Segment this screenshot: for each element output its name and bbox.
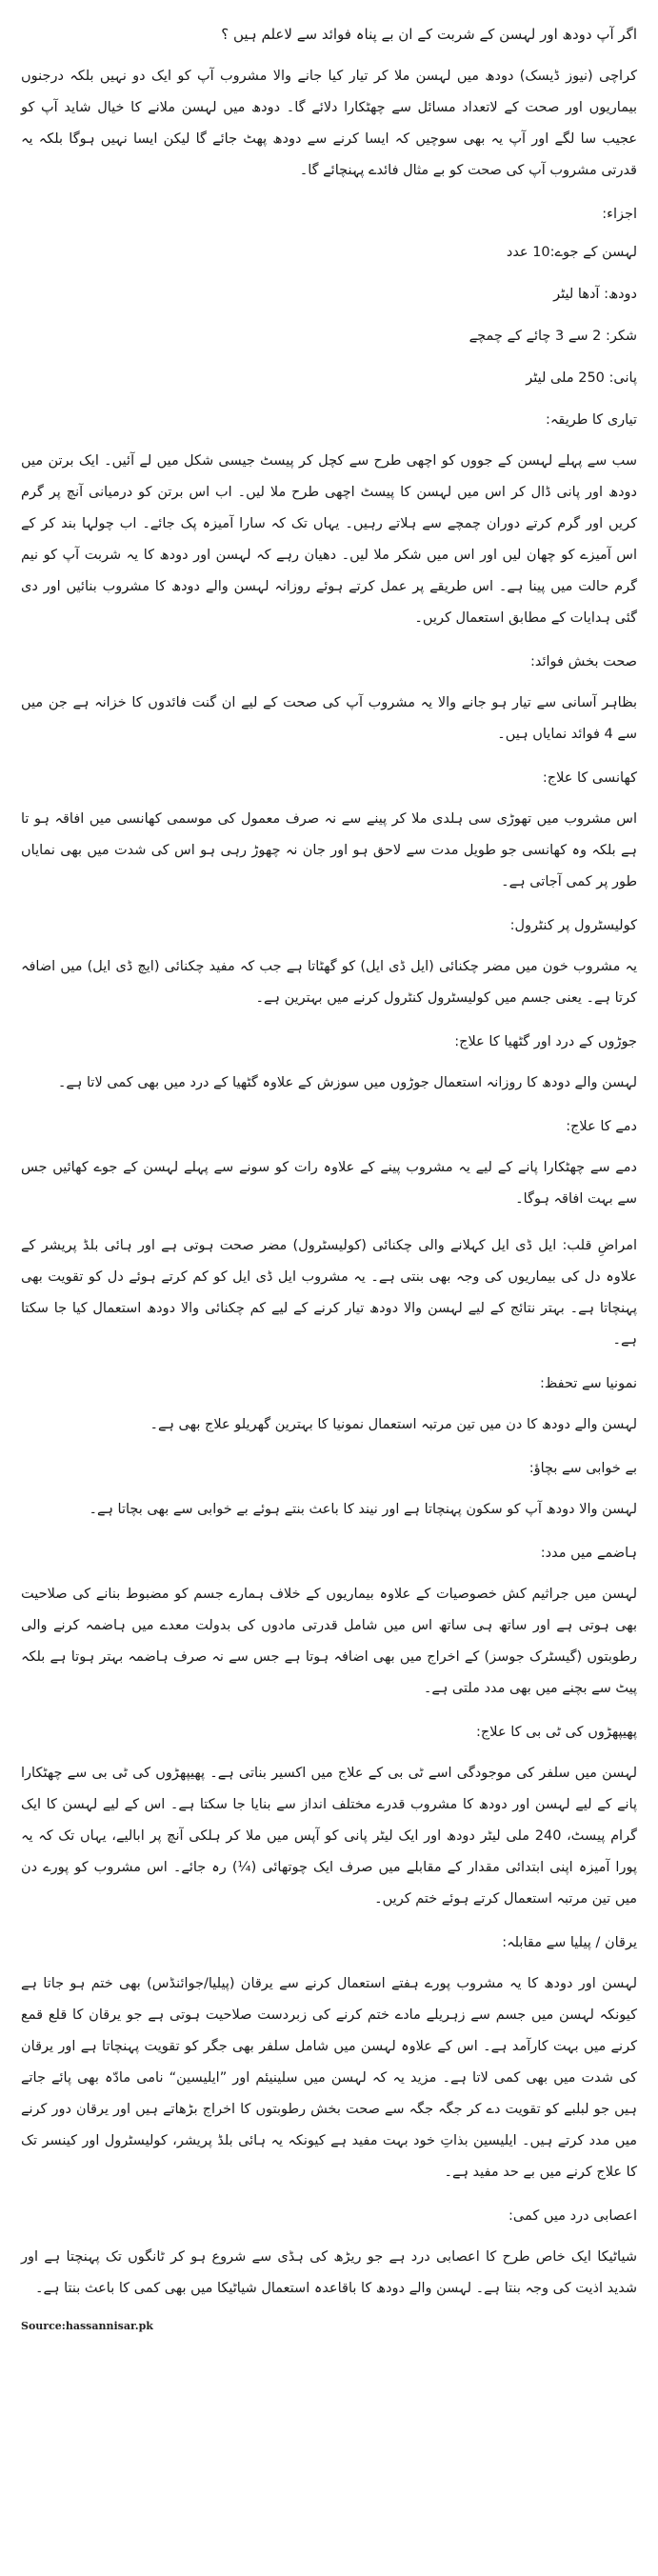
section-text-heart: امراضِ قلب: ایل ڈی ایل کہلانے والی چکنائی (کولیسٹرول) مضر صحت ہوتی ہے اور ہائی بلڈ پریشر کے علاوہ دل کی بیماریوں کی وجہ بھی بنتی ہے۔ یہ مشروب ایل ڈی ایل کو کم کرتے ہوئے دل کو تقویت بھی پہنچاتا ہے۔ بہتر نتائج کے لیے لہسن والا دودھ تیار کرنے کے لیے کم چکنائی والا دودھ استعمال کیا جا سکتا ہے۔: [21, 1238, 637, 1348]
section-heading-digestion: ہاضمے میں مدد:: [540, 1546, 637, 1561]
method-paragraph: سب سے پہلے لہسن کے جووں کو اچھی طرح سے کچل کر پیسٹ جیسی شکل میں لے آئیں۔ ایک برتن میں دودھ اور پانی ڈال کر اس میں لہسن کا پیسٹ اچھی طرح ملا لیں۔ اب اس برتن کو درمیانی آنچ پر گرم کریں اور گرم کرتے دوران چمچے سے ہلاتے رہیں۔ یہاں تک کہ سارا آمیزہ پک جائے۔ اب چولہا بند کر کے اس آمیزے کو چھان لیں اور اس میں شکر ملا لیں۔ دھیان رہے کہ لہسن اور دودھ کا یہ شربت آپ کو نیم گرم حالت میں پینا ہے۔ اس طریقے پر عمل کرتے ہوئے روزانہ لہسن والے دودھ کا مشروب بنائیں اور دی گئی ہدایات کے مطابق استعمال کریں۔: [21, 453, 637, 626]
section-heading-cholesterol: کولیسٹرول پر کنٹرول:: [509, 918, 637, 933]
section-text-pneumonia: لہسن والے دودھ کا دن میں تین مرتبہ استعمال نمونیا کا بہترین گھریلو علاج بھی ہے۔: [150, 1417, 637, 1432]
ingredients-heading: اجزاء:: [602, 207, 637, 222]
section-text-tb: لہسن میں سلفر کی موجودگی اسے ٹی بی کے علاج میں اکسیر بناتی ہے۔ پھیپھڑوں کی ٹی بی سے چھٹکارا پانے کے لیے لہسن اور دودھ کا مشروب قدرے مختلف انداز سے بنایا جا سکتا ہے۔ اس کے لیے لہسن کا ایک گرام پیسٹ، 240 ملی لیٹر دودھ اور ایک لیٹر پانی کو آپس میں ملا کر ہلکی آنچ پر ابالیے، یہاں تک کہ یہ پورا آمیزہ اپنی ابتدائی مقدار کے مقابلے میں صرف ایک چوتھائی (¼) رہ جائے۔ اس مشروب کو پورے دن میں تین مرتبہ استعمال کرتے ہوئے ختم کریں۔: [21, 1766, 638, 1907]
benefits-heading: صحت بخش فوائد:: [530, 654, 637, 669]
section-text-cough: اس مشروب میں تھوڑی سی ہلدی ملا کر پینے سے نہ صرف معمول کی موسمی کھانسی میں افاقہ ہو تا ہے بلکہ وہ کھانسی جو طویل مدت سے لاحق ہو اور جان نہ چھوڑ رہی ہو اس کی شدت میں بھی نمایاں طور پر کمی آجاتی ہے۔: [21, 811, 637, 889]
section-heading-joint-pain: جوڑوں کے درد اور گٹھیا کا علاج:: [454, 1034, 637, 1049]
section-heading-pneumonia: نمونیا سے تحفظ:: [540, 1376, 637, 1391]
method-heading: تیاری کا طریقہ:: [545, 412, 637, 428]
section-heading-jaundice: یرقان / پیلیا سے مقابلہ:: [502, 1935, 637, 1950]
section-heading-asthma: دمے کا علاج:: [566, 1119, 637, 1134]
section-text-jaundice: لہسن اور دودھ کا یہ مشروب پورے ہفتے استعمال کرنے سے یرقان (پیلیا/جوائنڈس) بھی ختم ہو جاتا ہے کیونکہ لہسن میں جسم سے زہریلے مادے ختم کرنے کی زبردست صلاحیت ہوتی ہے جو یرقان کا قلع قمع کرنے میں بہت کارآمد ہے۔ اس کے علاوہ لہسن میں شامل سلفر بھی جگر کو تقویت پہنچاتا ہے اور یرقان کی شدت میں بھی کمی لاتا ہے۔ مزید یہ کہ لہسن میں سلینیئم اور ”ایلیسین“ نامی مادّہ بھی پائے جاتے ہیں جو لبلبے کو تقویت دے کر جگہ جگہ سے صحت بخش رطوبتوں کا اخراج بڑھاتے ہیں اور یرقان دور کرنے میں مدد کرتے ہیں۔ ایلیسین بذاتِ خود بہت مفید ہے کیونکہ یہ ہائی بلڈ پریشر، کولیسٹرول اور کینسر تک کا علاج کرنے میں بے حد مفید ہے۔: [21, 1976, 637, 2180]
article-title: اگر آپ دودھ اور لہسن کے شربت کے ان بے پناہ فوائد سے لاعلم ہیں ؟: [221, 26, 637, 43]
section-text-joint-pain: لہسن والے دودھ کا روزانہ استعمال جوڑوں میں سوزش کے علاوہ گٹھیا کے درد میں بھی کمی لاتا ہے۔: [57, 1075, 637, 1090]
section-heading-insomnia: بے خوابی سے بچاؤ:: [528, 1461, 637, 1476]
section-text-digestion: لہسن میں جراثیم کش خصوصیات کے علاوہ بیماریوں کے خلاف ہمارے جسم کو مضبوط بنانے کی صلاحیت بھی ہوتی ہے اور ساتھ ہی ساتھ اس میں شامل قدرتی مادوں کی بدولت معدے میں ہاضمہ کرنے والی رطوبتوں (گیسٹرک جوسز) کے اخراج میں بھی اضافہ ہوتا ہے جس سے نہ صرف ہاضمہ بہتر ہوتا ہے بلکہ پیٹ سے بچنے میں بھی مدد ملتی ہے۔: [21, 1587, 637, 1696]
section-text-cholesterol: یہ مشروب خون میں مضر چکنائی (ایل ڈی ایل) کو گھٹاتا ہے جب کہ مفید چکنائی (ایچ ڈی ایل) میں اضافہ کرتا ہے۔ یعنی جسم میں کولیسٹرول کنٹرول کرنے میں بہترین ہے۔: [21, 959, 637, 1006]
ingredient-item: دودھ: آدھا لیٹر: [553, 287, 637, 302]
ingredient-item: پانی: 250 ملی لیٹر: [526, 370, 637, 386]
section-heading-cough: کھانسی کا علاج:: [542, 770, 637, 786]
ingredient-item: لہسن کے جوے:10 عدد: [506, 245, 637, 260]
section-heading-nerve-pain: اعصابی درد میں کمی:: [508, 2208, 637, 2224]
section-heading-tb: پھیپھڑوں کی ٹی بی کا علاج:: [476, 1725, 637, 1740]
section-text-nerve-pain: شیاٹیکا ایک خاص طرح کا اعصابی درد ہے جو ریڑھ کی ہڈی سے شروع ہو کر ٹانگوں تک پہنچتا ہے اور شدید اذیت کی وجہ بنتا ہے۔ لہسن والے دودھ کا باقاعدہ استعمال شیاٹیکا میں بھی کمی کا باعث بنتا ہے۔: [21, 2249, 637, 2296]
intro-paragraph: کراچی (نیوز ڈیسک) دودھ میں لہسن ملا کر تیار کیا جانے والا مشروب آپ کو ایک دو نہیں بلکہ درجنوں بیماریوں اور صحت کے لاتعداد مسائل سے چھٹکارا دلائے گا۔ دودھ میں لہسن ملانے کا خیال شاید آپ کو عجیب سا لگے اور آپ یہ بھی سوچیں کہ ایسا کرنے سے دودھ پھٹ جائے گا لیکن ایسا نہیں ہوگا بلکہ یہ قدرتی مشروب آپ کی صحت کو بے مثال فائدے پہنچائے گا۔: [21, 69, 637, 178]
section-text-asthma: دمے سے چھٹکارا پانے کے لیے یہ مشروب پینے کے علاوہ رات کو سونے سے پہلے لہسن کے جوے کھائیں جس سے بہت افاقہ ہوگا۔: [21, 1160, 637, 1207]
source-credit: Source:hassannisar.pk: [21, 2320, 153, 2332]
section-text-insomnia: لہسن والا دودھ آپ کو سکون پہنچاتا ہے اور نیند کا باعث بنتے ہوئے بے خوابی سے بھی بچاتا ہے۔: [89, 1502, 637, 1517]
benefits-intro-paragraph: بظاہر آسانی سے تیار ہو جانے والا یہ مشروب آپ کی صحت کے لیے ان گنت فائدوں کا خزانہ ہے جن میں سے 4 فوائد نمایاں ہیں۔: [21, 695, 637, 742]
ingredient-item: شکر: 2 سے 3 چائے کے چمچے: [469, 329, 637, 344]
